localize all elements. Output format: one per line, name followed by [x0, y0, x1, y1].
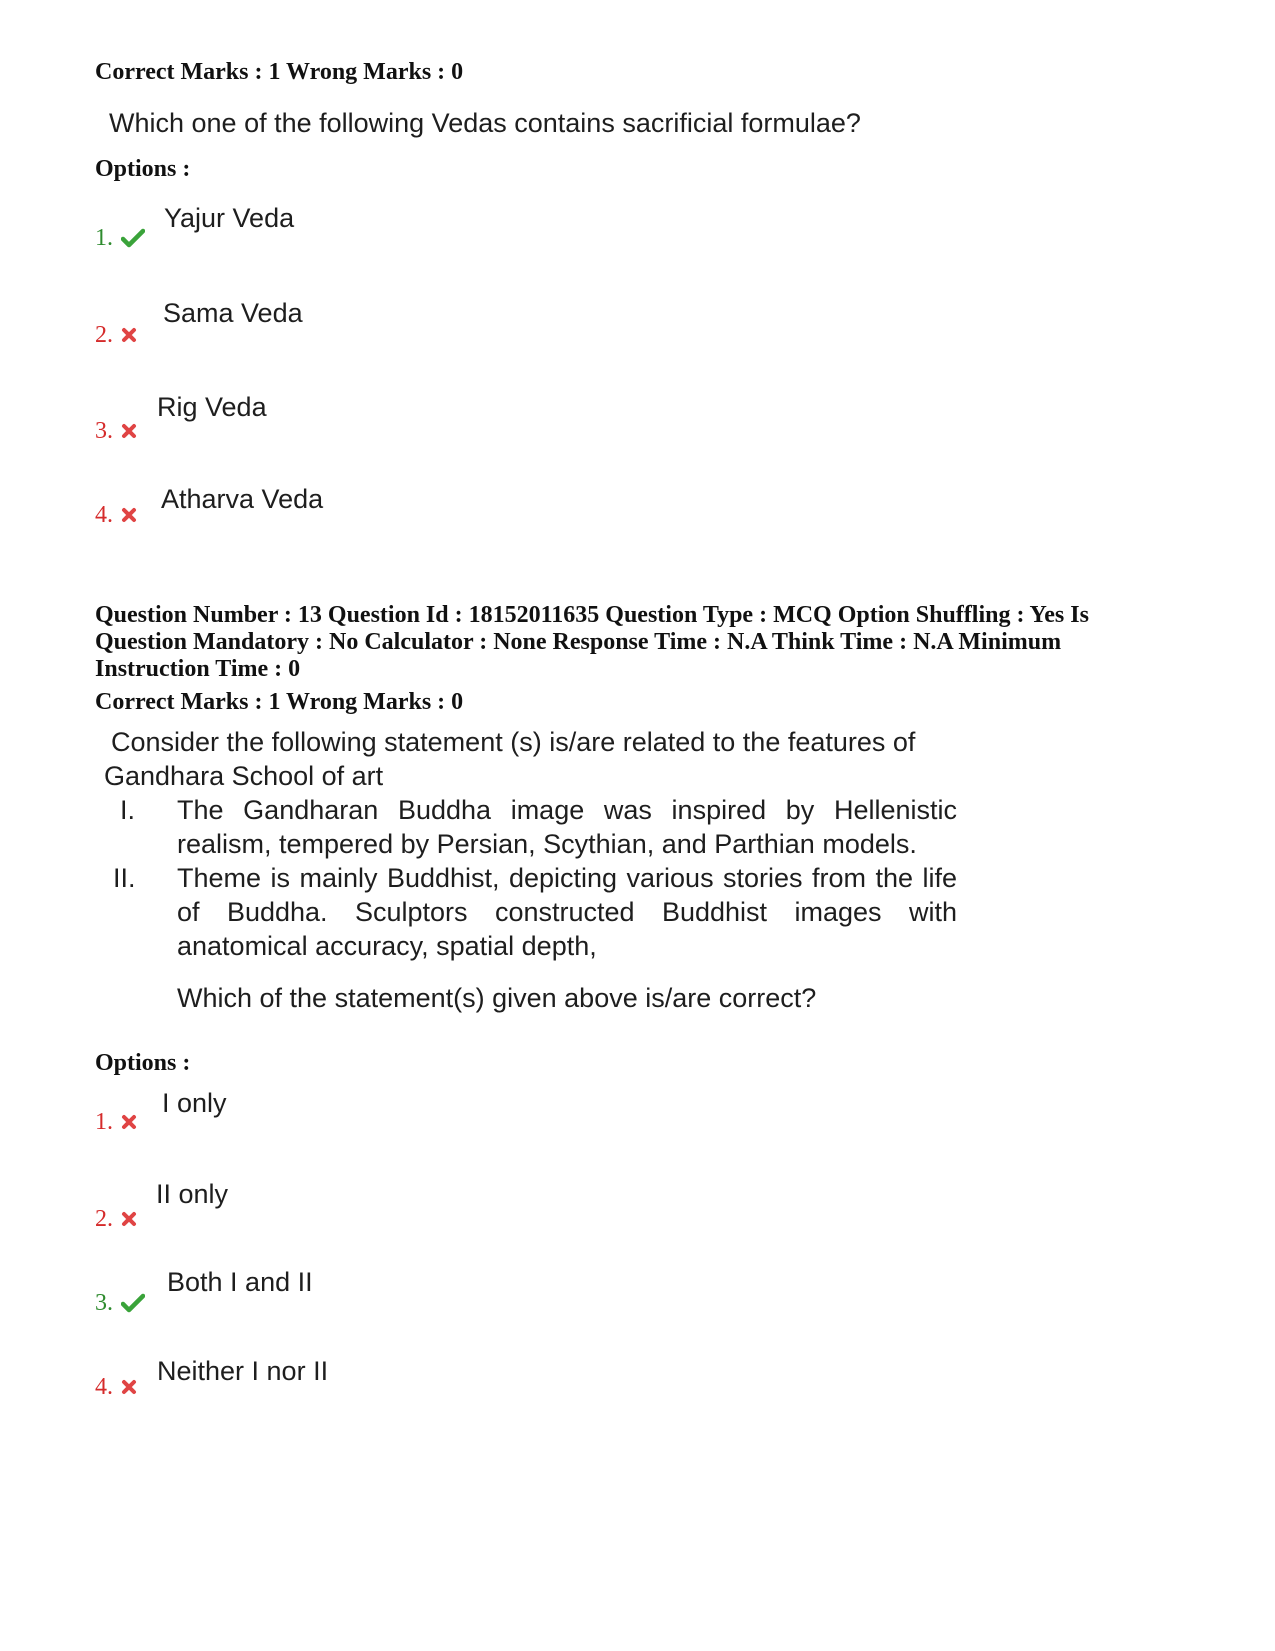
statement-line: of Buddha. Sculptors constructed Buddhist images with [177, 897, 957, 927]
cross-icon [121, 423, 137, 439]
q12-option-4-marker [95, 502, 137, 528]
check-icon [121, 1293, 145, 1313]
option-number: 1. [95, 1109, 113, 1135]
option-number: 1. [95, 225, 113, 251]
q13-options-label: Options : [95, 1050, 191, 1076]
statement-number: II. [113, 863, 136, 893]
q13-option-2-marker [95, 1206, 137, 1232]
q12-options-label: Options : [95, 156, 191, 182]
q13-statement-2 [100, 861, 960, 963]
q13-marks: Correct Marks : 1 Wrong Marks : 0 [95, 689, 464, 715]
option-number: 4. [95, 1374, 113, 1400]
q13-intro-line-2: Gandhara School of art [104, 761, 384, 791]
statement-line: realism, tempered by Persian, Scythian, and Parthian models. [177, 829, 917, 859]
q13-intro-line-1: Consider the following statement (s) is/are related to the features of [111, 727, 916, 757]
cross-icon [121, 327, 137, 343]
q13-metadata [95, 601, 1185, 683]
q12-option-3-marker [95, 418, 137, 444]
check-icon [121, 228, 145, 248]
q13-option-1-marker [95, 1109, 137, 1135]
cross-icon [121, 507, 137, 523]
statement-line: Theme is mainly Buddhist, depicting various stories from the life [177, 863, 957, 893]
q12-option-1-marker [95, 225, 145, 251]
q12-marks: Correct Marks : 1 Wrong Marks : 0 [95, 59, 464, 85]
q13-statement-1 [100, 793, 960, 861]
cross-icon [121, 1211, 137, 1227]
option-number: 4. [95, 502, 113, 528]
q12-option-3-text: Rig Veda [157, 392, 267, 422]
q13-option-4-marker [95, 1374, 137, 1400]
option-number: 3. [95, 418, 113, 444]
q12-option-2-text: Sama Veda [163, 298, 303, 328]
q13-option-3-marker [95, 1290, 145, 1316]
statement-line: The Gandharan Buddha image was inspired by Hellenistic [177, 795, 957, 825]
q13-meta-line-2: Question Mandatory : No Calculator : None Response Time : N.A Think Time : N.A Minimum [95, 629, 1062, 655]
q13-option-4-text: Neither I nor II [157, 1356, 329, 1386]
q12-option-4-text: Atharva Veda [161, 484, 324, 514]
q13-option-1-text: I only [162, 1088, 227, 1118]
cross-icon [121, 1379, 137, 1395]
statement-line: anatomical accuracy, spatial depth, [177, 931, 597, 961]
q13-prompt: Which of the statement(s) given above is/are correct? [177, 983, 817, 1013]
option-number: 2. [95, 322, 113, 348]
option-number: 3. [95, 1290, 113, 1316]
q12-question-text: Which one of the following Vedas contains sacrificial formulae? [109, 108, 861, 138]
q13-meta-line-1: Question Number : 13 Question Id : 18152011635 Question Type : MCQ Option Shuffling : Yes Is [95, 602, 1089, 628]
cross-icon [121, 1114, 137, 1130]
q13-meta-line-3: Instruction Time : 0 [95, 656, 301, 682]
q13-option-3-text: Both I and II [167, 1267, 313, 1297]
q13-option-2-text: II only [156, 1179, 229, 1209]
q12-option-1-text: Yajur Veda [164, 203, 295, 233]
statement-number: I. [120, 795, 136, 825]
option-number: 2. [95, 1206, 113, 1232]
q12-option-2-marker [95, 322, 137, 348]
